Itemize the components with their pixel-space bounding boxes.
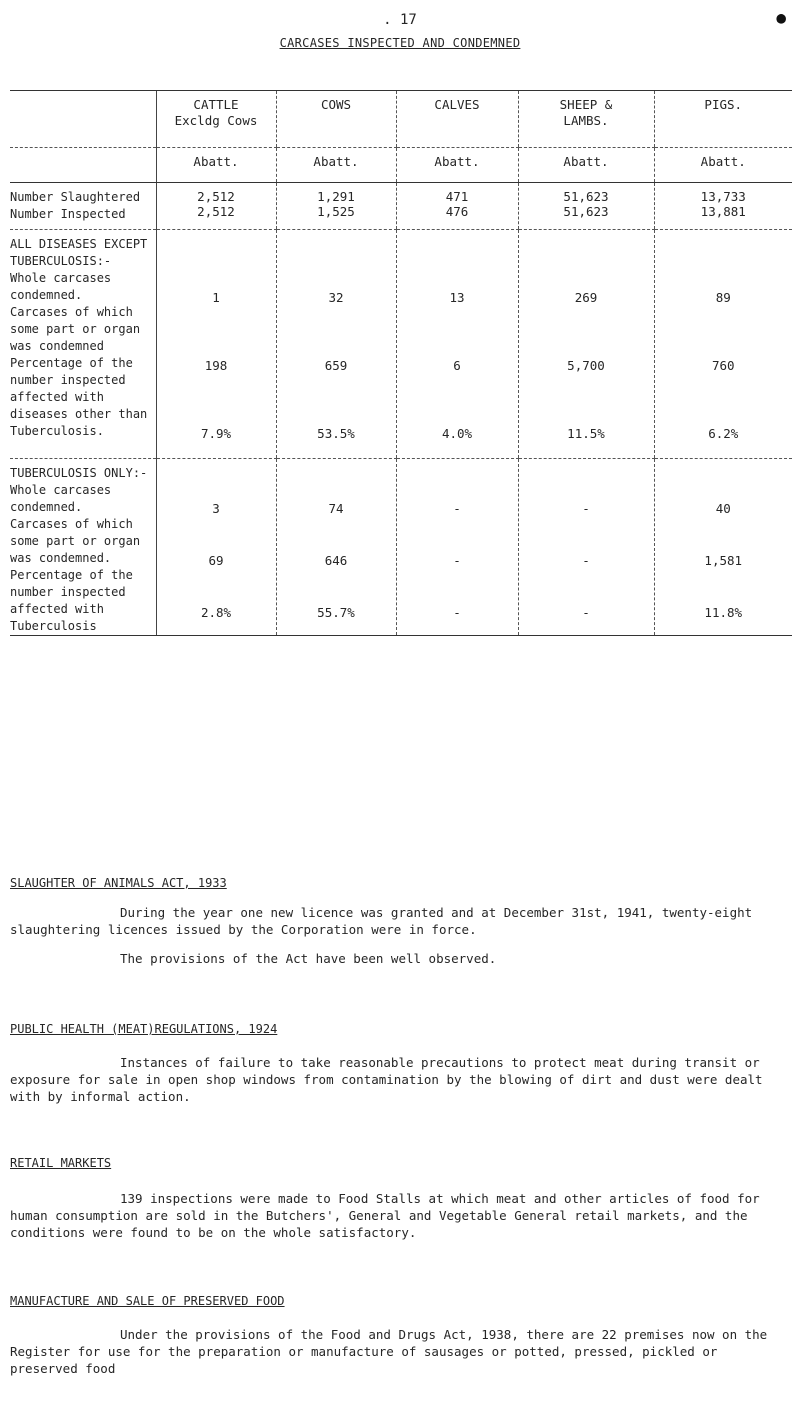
section-heading-retail-markets: RETAIL MARKETS (10, 1156, 112, 1170)
section-heading-preserved-food: MANUFACTURE AND SALE OF PRESERVED FOOD (10, 1294, 285, 1308)
section-body-preserved-food: Under the provisions of the Food and Drugs Act, 1938, there are 22 premises now on the Register for use for the preparation or manufacture of sausages or potted, pressed, pickled or preserved food (10, 1327, 768, 1376)
col-header-cows: COWS (276, 91, 396, 148)
tb-block: TUBERCULOSIS ONLY:- Whole carcases condemned. Carcases of which some part or organ was condemned. Percentage of the number inspected affected with Tuberculosis 3 69 2.8% 74 646 55.7% - - - - - - 40 1,581 11.8% (10, 459, 792, 636)
col-header-calves: CALVES (396, 91, 518, 148)
section-body-meat-regulations: Instances of failure to take reasonable precautions to protect meat during transit or exposure for sale in open shop windows from contamination by the blowing of dirt and dust were dealt with by informal action. (10, 1055, 763, 1104)
counts-row: Number Slaughtered Number Inspected 2,512 2,512 1,291 1,525 471 476 51,623 51,623 13,733 13,881 (10, 183, 792, 230)
section-body-retail-markets: 139 inspections were made to Food Stalls at which meat and other articles of food for human consumption are sold in the Butchers', General and Vegetable General retail markets, and the conditions were found to be on the whole satisfactory. (10, 1191, 760, 1240)
diseases-heading: ALL DISEASES EXCEPT TUBERCULOSIS:- (10, 237, 148, 268)
tb-heading: TUBERCULOSIS ONLY:- (10, 466, 148, 480)
diseases-block: ALL DISEASES EXCEPT TUBERCULOSIS:- Whole carcases condemned. Carcases of which some part or organ was condemned Percentage of the number inspected affected with diseases other than Tuberculosis. 1 198 7.9% 32 659 53.5% 13 6 4.0% 269 5,700 11.5% 89 760 6.2% (10, 230, 792, 459)
header-row (10, 91, 792, 148)
page-title: CARCASES INSPECTED AND CONDEMNED (279, 36, 521, 50)
col-header-sheep: SHEEP & LAMBS. (518, 91, 654, 148)
col-header-cattle: CATTLE Excldg Cows (156, 91, 276, 148)
col-header-pigs: PIGS. (654, 91, 792, 148)
unit-row: Abatt. Abatt. Abatt. Abatt. Abatt. (10, 148, 792, 183)
section-heading-slaughter: SLAUGHTER OF ANIMALS ACT, 1933 (10, 876, 227, 890)
section-body-slaughter: During the year one new licence was granted and at December 31st, 1941, twenty-eight slaughtering licences issued by the Corporation were in force. The provisions of the Act have been well observed. (10, 905, 753, 966)
section-heading-meat-regulations: PUBLIC HEALTH (MEAT)REGULATIONS, 1924 (10, 1022, 278, 1036)
corner-mark: ● (776, 8, 786, 27)
page-number: . 17 (383, 12, 417, 28)
carcases-table (10, 90, 792, 636)
